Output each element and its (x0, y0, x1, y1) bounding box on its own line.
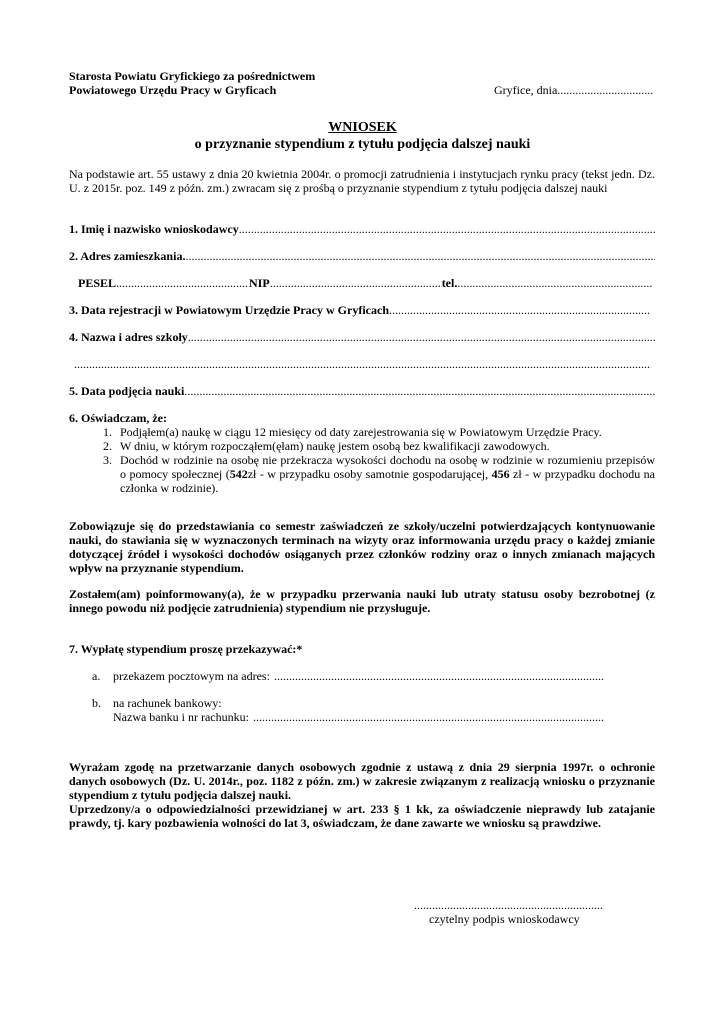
form-subtitle: o przyznanie stypendium z tytułu podjęcia dalszej nauki (194, 137, 531, 152)
address-dots[interactable] (185, 249, 655, 263)
postal-order-label: przekazem pocztowym na adres: (113, 669, 270, 683)
pesel-label: PESEL (78, 276, 117, 290)
liability-paragraph: Uprzedzony/a o odpowiedzialności przewidzianej w art. 233 § 1 kk, za oświadczenie nieprawdy lub zatajanie prawdy, tj. kary pozbawienia wolności do lat 3, oświadczam, że dane zawarte we wniosku są prawdziwe. (69, 802, 655, 830)
income-text-c: zł - w przypadku dochodu na członka w rodzinie). (120, 467, 655, 495)
start-date-dots[interactable] (184, 384, 655, 398)
start-date-label: 5. Data podjęcia nauki (69, 384, 185, 398)
school-dots[interactable] (188, 330, 655, 344)
tel-label: tel. (441, 276, 458, 290)
income-amount-single: 542 (229, 467, 248, 481)
signature-label: czytelny podpis wnioskodawcy (429, 912, 580, 926)
informed-paragraph: Zostałem(am) poinformowany(a), że w przypadku przerwania nauki lub utraty statusu osoby bezrobotnej (z innego powodu niż podjęcie zatrudnienia) stypendium nie przysługuje. (69, 587, 655, 615)
option-b-marker: b. (92, 696, 101, 710)
declaration-item (69, 453, 655, 495)
school-dots-line-2[interactable] (74, 357, 651, 371)
form-title: WNIOSEK (328, 120, 397, 135)
applicant-name-label: 1. Imię i nazwisko wnioskodawcy (69, 222, 239, 236)
intro-paragraph: Na podstawie art. 55 ustawy z dnia 20 kwietnia 2004r. o promocji zatrudnienia i instytucjach rynku pracy (tekst jedn. Dz. U. z 2015r. poz. 149 z późn. zm.) zwracam się z prośbą o przyznanie stypendium z tytułu podjęcia dalszej nauki (69, 167, 655, 195)
bank-transfer-option[interactable] (92, 696, 222, 710)
income-text-b: zł - w przypadku osoby samotnie gospodarującej, (247, 467, 492, 481)
declaration-item (69, 425, 655, 439)
postal-address-dots[interactable] (274, 669, 604, 683)
declaration-text: Podjąłem(a) naukę w ciągu 12 miesięcy od daty zarejestrowania się w Powiatowym Urzędzie Pracy. (120, 425, 602, 439)
school-label: 4. Nazwa i adres szkoły (69, 330, 188, 344)
school-field-line-2[interactable] (74, 357, 651, 371)
income-text-a: Dochód w rodzinie na osobę nie przekracza wysokości dochodu na osobę w rodzinie w rozumieniu przepisów o pomocy społecznej ( (120, 453, 655, 481)
nip-label: NIP (249, 276, 270, 290)
declaration-number: 1. (103, 425, 112, 439)
applicant-name-field[interactable] (69, 222, 655, 236)
place-date-field[interactable]: Gryfice, dnia................................ (494, 83, 654, 97)
declaration-item (69, 439, 655, 453)
bank-account-field[interactable] (113, 710, 604, 724)
applicant-name-dots[interactable] (239, 222, 655, 236)
declarations-heading: 6. Oświadczam, że: (69, 411, 167, 425)
bank-account-label: Nazwa banku i nr rachunku: (113, 710, 249, 724)
declaration-number: 3. (103, 453, 112, 467)
registration-date-label: 3. Data rejestracji w Powiatowym Urzędzie Pracy w Gryficach (69, 303, 389, 317)
declaration-number: 2. (103, 439, 112, 453)
bank-transfer-label: na rachunek bankowy: (113, 696, 222, 710)
school-field[interactable] (69, 330, 655, 344)
pesel-dots[interactable] (116, 276, 249, 290)
bank-account-dots[interactable] (253, 710, 604, 724)
registration-date-dots[interactable] (389, 303, 651, 317)
address-field[interactable] (69, 249, 655, 263)
authority-line-1: Starosta Powiatu Gryfickiego za pośrednictwem (69, 69, 316, 83)
address-label: 2. Adres zamieszkania. (69, 249, 186, 263)
payment-heading: 7. Wypłatę stypendium proszę przekazywać:* (69, 642, 303, 656)
nip-dots[interactable] (270, 276, 442, 290)
start-date-field[interactable] (69, 384, 655, 398)
registration-date-field[interactable] (69, 303, 651, 317)
tel-dots[interactable] (457, 276, 653, 290)
option-a-marker: a. (92, 669, 101, 683)
declaration-text-income (120, 453, 655, 495)
declaration-text: W dniu, w którym rozpocząłem(ęłam) naukę jestem osobą bez kwalifikacji zawodowych. (120, 439, 550, 453)
declarations-list (69, 425, 655, 495)
pesel-nip-tel-row[interactable] (78, 276, 653, 290)
postal-order-option[interactable] (92, 669, 604, 683)
signature-line[interactable]: ............................................................... (414, 898, 603, 912)
authority-line-2: Powiatowego Urzędu Pracy w Gryficach (69, 83, 277, 97)
data-consent-paragraph: Wyrażam zgodę na przetwarzanie danych osobowych zgodnie z ustawą z dnia 29 sierpnia 1997r. o ochronie danych osobowych (Dz. U. 2014r., poz. 1182 z późn. zm.) w zakresie związanym z realizacją wniosku o przyznanie stypendium z tytułu podjęcia dalszej nauki. (69, 760, 655, 802)
income-amount-family: 456 (491, 467, 510, 481)
obligation-paragraph: Zobowiązuje się do przedstawiania co semestr zaświadczeń ze szkoły/uczelni potwierdzających kontynuowanie nauki, do stawiania się w wyznaczonych terminach na wizyty oraz informowania urzędu pracy o każdej zmianie dotyczącej źródeł i wysokości dochodów osiąganych przez członków rodziny oraz o innych zmianach mających wpływ na przyznanie stypendium. (69, 519, 655, 575)
